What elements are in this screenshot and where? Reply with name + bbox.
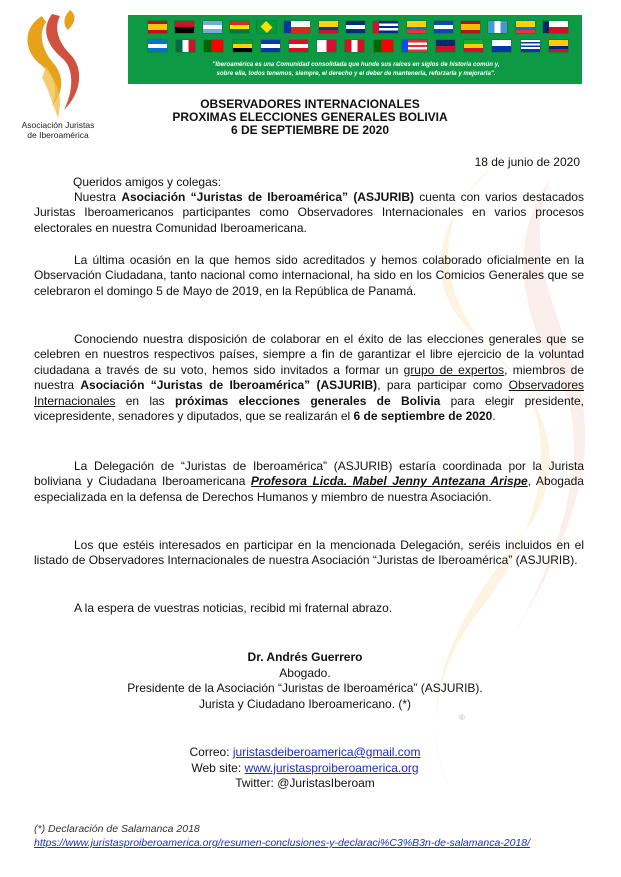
p3-text-3: , para participar como <box>377 378 509 393</box>
p3-underline-experts: grupo de expertos <box>403 362 505 377</box>
letter-date: 18 de junio de 2020 <box>474 155 580 169</box>
email-line <box>30 745 580 761</box>
flag-icon <box>543 21 568 33</box>
flag-row-2 <box>148 40 568 52</box>
footnote-text: (*) Declaración de Salamanca 2018 <box>34 823 200 835</box>
twitter-label: Twitter: <box>235 776 278 790</box>
p3-text-5: para elegir presidente, vicepresidente, senadores y diputados, que se realizarán el <box>34 393 584 424</box>
paragraph-6: A la espera de vuestras noticias, recibid mi fraternal abrazo. <box>74 601 393 615</box>
flag-icon <box>436 40 455 52</box>
flag-icon <box>317 40 336 52</box>
signer-name: Dr. Andrés Guerrero <box>247 650 363 664</box>
flag-icon <box>289 40 308 52</box>
signer-title-2: Presidente de la Asociación “Juristas de Iberoamérica” (ASJURIB). <box>127 681 483 695</box>
flag-icon <box>148 40 167 52</box>
p3-text: Conociendo nuestra disposición de colaborar en el éxito de las elecciones generales que se celebren en nuestros respectivos países, siempre a fin de garantizar el libre ejercicio de la voluntad ciudadana a través de su voto, hemos sido invitados a formar un <box>34 332 584 377</box>
flag-icon <box>434 21 453 33</box>
p3-text-6: . <box>492 409 496 424</box>
p1-text: Nuestra <box>74 190 122 204</box>
p1-text-end: cuenta con varios destacados Juristas Iberoamericanos participantes como Observadores Internacionales en varios procesos electorales en nuestra Comunidad Iberoamericana. <box>34 190 584 235</box>
signer-title-3: Jurista y Ciudadano Iberoamericano. (*) <box>198 696 412 711</box>
flag-icon <box>374 40 393 52</box>
heading-line1: OBSERVADORES INTERNACIONALES <box>200 97 420 111</box>
p3-bold-date: 6 de septiembre de 2020 <box>353 409 493 424</box>
asjurib-logo <box>12 6 102 124</box>
salutation: Queridos amigos y colegas: <box>73 175 222 189</box>
p4-text: La Delegación de “Juristas de Iberoamérica” (ASJURIB) estaría coordinada por la Jurista boliviana y Ciudadana Iberoamericana <box>34 459 584 489</box>
p3-bold-association: Asociación “Juristas de Iberoamérica” (ASJURIB) <box>80 378 378 393</box>
p3-bold-elections: próximas elecciones generales de Bolivia <box>175 393 441 408</box>
website-link[interactable]: www.juristasproiberoamerica.org <box>244 760 419 775</box>
heading-line3: 6 DE SEPTIEMBRE DE 2020 <box>230 123 390 137</box>
flag-icon <box>204 40 223 52</box>
web-label: Web site: <box>191 760 245 775</box>
flag-icon <box>346 21 365 33</box>
flag-icon <box>284 21 310 33</box>
paragraph-1 <box>34 190 584 236</box>
footnote-link[interactable]: https://www.juristasproiberoamerica.org/resumen-conclusiones-y-declaraci%C3%B3n-de-salamanca-2018/ <box>34 837 531 849</box>
logo-caption-line1: Asociación Juristas <box>21 120 95 130</box>
p3-underline-observers: Observadores Internacionales <box>34 378 584 408</box>
document-heading <box>100 98 520 137</box>
flag-icon <box>373 21 398 33</box>
p4-coordinator-name: Profesora Licda. Mabel Jenny Antezana Arispe <box>250 474 528 489</box>
heading-line2: PROXIMAS ELECCIONES GENERALES BOLIVIA <box>172 110 448 124</box>
flag-icon <box>521 40 540 52</box>
flag-icon <box>461 21 480 33</box>
p3-text-4: en las <box>115 393 175 408</box>
flag-icon <box>148 21 167 33</box>
flag-icon <box>345 40 364 52</box>
flag-icon <box>203 21 222 33</box>
flag-icon <box>549 40 568 52</box>
paragraph-2: La última ocasión en la que hemos sido acreditados y hemos colaborado oficialmente en la Observación Ciudadana, tanto nacional como internacional, ha sido en los Comicios Generales que se celebraron el domingo 5 de Mayo de 2019, en la República de Panamá. <box>34 253 584 298</box>
flag-icon <box>488 21 507 33</box>
email-label: Correo: <box>189 745 233 759</box>
signer-title-1: Abogado. <box>279 665 331 680</box>
flags-banner <box>128 15 582 84</box>
web-line <box>30 761 580 777</box>
flag-icon <box>261 40 280 52</box>
contact-block <box>30 745 580 792</box>
flag-icon <box>176 40 195 52</box>
p3-text-2: , miembros de nuestra <box>34 362 584 393</box>
flag-icon <box>492 40 511 52</box>
flag-icon <box>175 21 194 33</box>
p4-text-end: , Abogada especializada en la defensa de Derechos Humanos y miembro de nuestra Asociación. <box>34 474 584 504</box>
twitter-handle: @JuristasIberoam <box>277 776 375 790</box>
paragraph-3 <box>34 332 584 424</box>
paragraph-4 <box>34 459 584 505</box>
flag-icon <box>257 21 276 33</box>
flag-icon <box>516 21 535 33</box>
logo-caption-line2: de Iberoamérica <box>27 130 89 140</box>
flag-icon <box>407 21 426 33</box>
flag-icon <box>464 40 483 52</box>
signature-block <box>30 650 580 712</box>
flag-icon <box>319 21 338 33</box>
logo-caption <box>2 120 114 140</box>
p1-bold-association: Asociación “Juristas de Iberoamérica” (ASJURIB) <box>121 190 414 204</box>
paragraph-5: Los que estéis interesados en participar en la mencionada Delegación, seréis incluidos en el listado de Observadores Internacionales de nuestra Asociación “Juristas de Iberoamérica” (ASJURIB). <box>34 538 584 568</box>
flag-row-1 <box>148 21 568 33</box>
banner-quote-line2: sobre ella, todos tenemos, siempre, el derecho y el deber de mantenerla, reforzarla y mejorarla". <box>216 70 496 77</box>
flag-icon <box>230 21 249 33</box>
twitter-line <box>30 776 580 792</box>
banner-quote <box>156 60 556 78</box>
banner-quote-line1: "Iberoamérica es una Comunidad consolidada que hunde sus raíces en siglos de historia común y, <box>212 61 500 68</box>
registered-mark: ® <box>459 713 465 722</box>
email-link[interactable]: juristasdeiberoamerica@gmail.com <box>232 745 421 759</box>
flag-icon <box>402 40 427 52</box>
flag-icon <box>233 40 252 52</box>
footnote <box>34 822 530 850</box>
